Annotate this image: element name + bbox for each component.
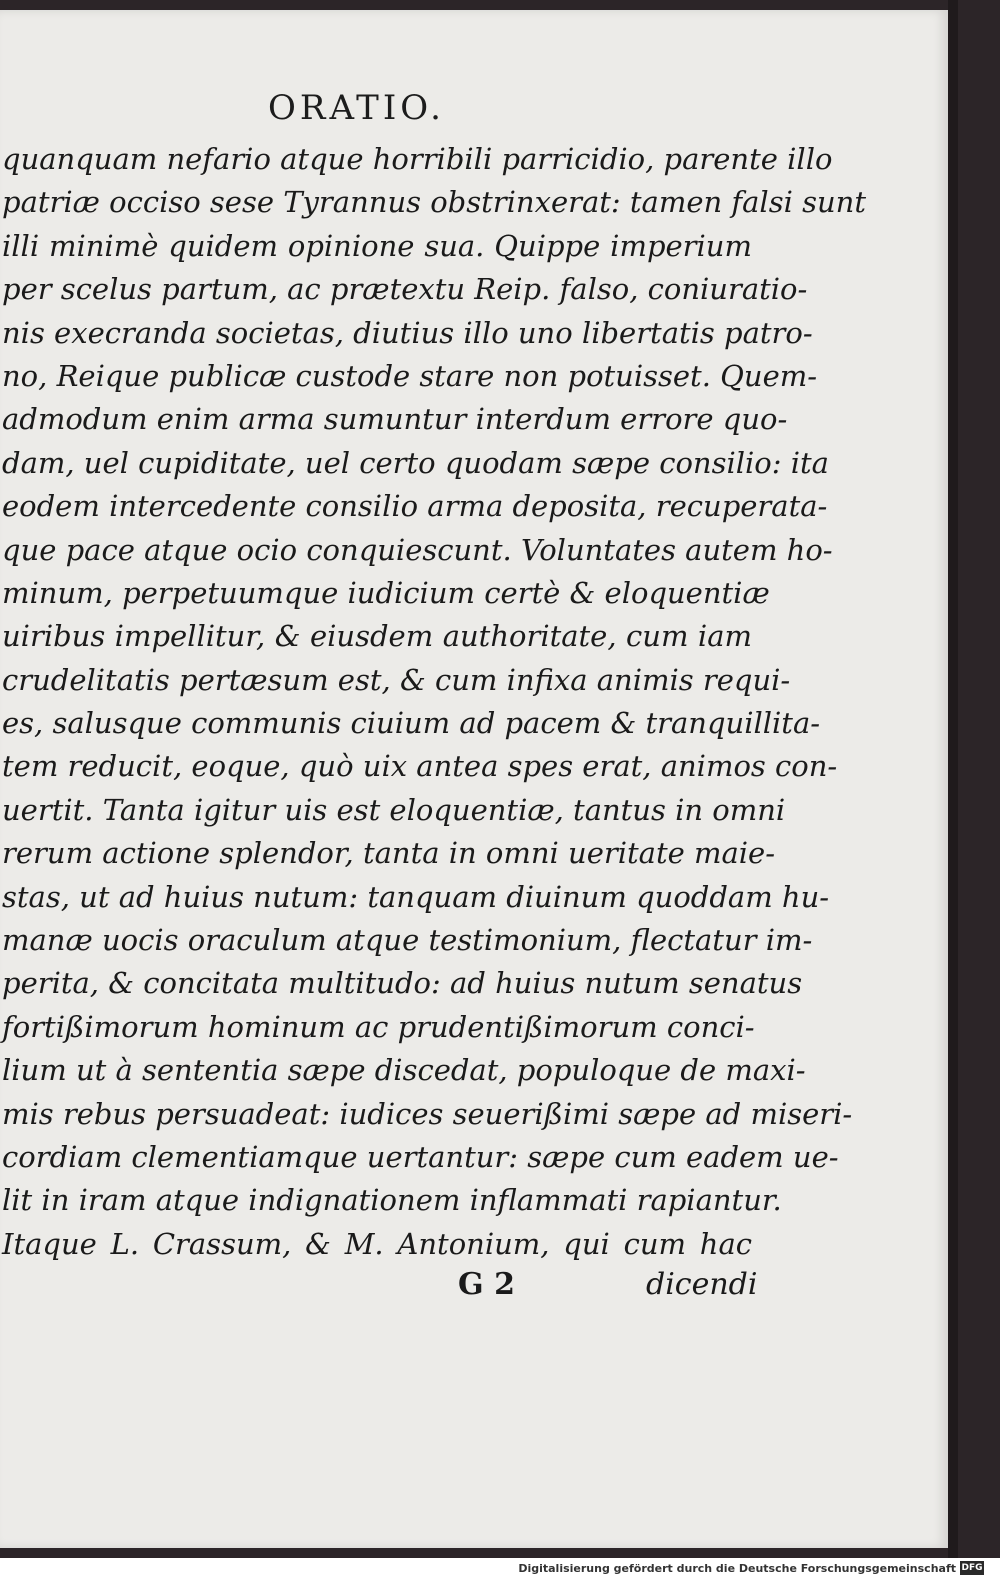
text-line: illi minimè quidem opinione sua. Quippe imperium — [2, 228, 752, 263]
binding-board-edge — [948, 0, 958, 1558]
text-line: manæ uocis oraculum atque testimonium, flectatur im- — [2, 923, 813, 958]
text-line: Itaque L. Crassum, & M. Antonium, qui cum hac — [2, 1226, 752, 1261]
text-line: minum, perpetuumque iudicium certè & eloquentiæ — [2, 575, 770, 610]
text-line: es, salusque communis ciuium ad pacem & tranquillita- — [2, 706, 821, 741]
dfg-logo: DFG — [961, 1563, 983, 1573]
text-line: stas, ut ad huius nutum: tanquam diuinum quoddam hu- — [2, 879, 830, 914]
text-line: rerum actione splendor, tanta in omni ueritate maie- — [2, 836, 776, 871]
catchword: dicendi — [646, 1267, 758, 1302]
signature-mark: G 2 — [458, 1267, 515, 1302]
text-line: admodum enim arma sumuntur interdum errore quo- — [2, 402, 788, 437]
text-line: cordiam clementiamque uertantur: sæpe cum eadem ue- — [2, 1139, 839, 1174]
text-line: patriæ occiso sese Tyrannus obstrinxerat: tamen falsi sunt — [2, 185, 866, 220]
text-line: quanquam nefario atque horribili parricidio, parente illo — [2, 142, 833, 176]
text-line: nis execranda societas, diutius illo uno libertatis patro- — [2, 315, 813, 350]
footer-bar — [0, 1558, 1000, 1581]
text-line: crudelitatis pertæsum est, & cum infixa animis requi- — [2, 662, 791, 697]
body-text — [2, 138, 866, 1266]
book-page — [0, 10, 948, 1548]
funding-note: Digitalisierung gefördert durch die Deutsche Forschungsgemeinschaft — [518, 1562, 956, 1575]
text-line: dam, uel cupiditate, uel certo quodam sæpe consilio: ita — [2, 445, 829, 480]
text-line: lit in iram atque indignationem inflammati rapiantur. — [2, 1183, 782, 1218]
text-line: que pace atque ocio conquiescunt. Voluntates autem ho- — [2, 532, 833, 567]
running-head: ORATIO. — [268, 88, 445, 128]
text-line: fortißimorum hominum ac prudentißimorum conci- — [2, 1009, 755, 1044]
text-line: eodem intercedente consilio arma deposita, recuperata- — [2, 489, 828, 524]
text-line: perita, & concitata multitudo: ad huius nutum senatus — [2, 966, 803, 1001]
text-line: no, Reique publicæ custode stare non potuisset. Quem- — [2, 358, 818, 393]
text-line: uertit. Tanta igitur uis est eloquentiæ, tantus in omni — [2, 792, 786, 827]
text-line: per scelus partum, ac prætextu Reip. falso, coniuratio- — [2, 272, 808, 307]
text-line: mis rebus persuadeat: iudices seuerißimi sæpe ad miseri- — [2, 1096, 853, 1131]
text-line: uiribus impellitur, & eiusdem authoritate, cum iam — [2, 619, 752, 654]
text-line: lium ut à sententia sæpe discedat, populoque de maxi- — [2, 1053, 806, 1088]
text-line: tem reducit, eoque, quò uix antea spes erat, animos con- — [2, 749, 838, 784]
